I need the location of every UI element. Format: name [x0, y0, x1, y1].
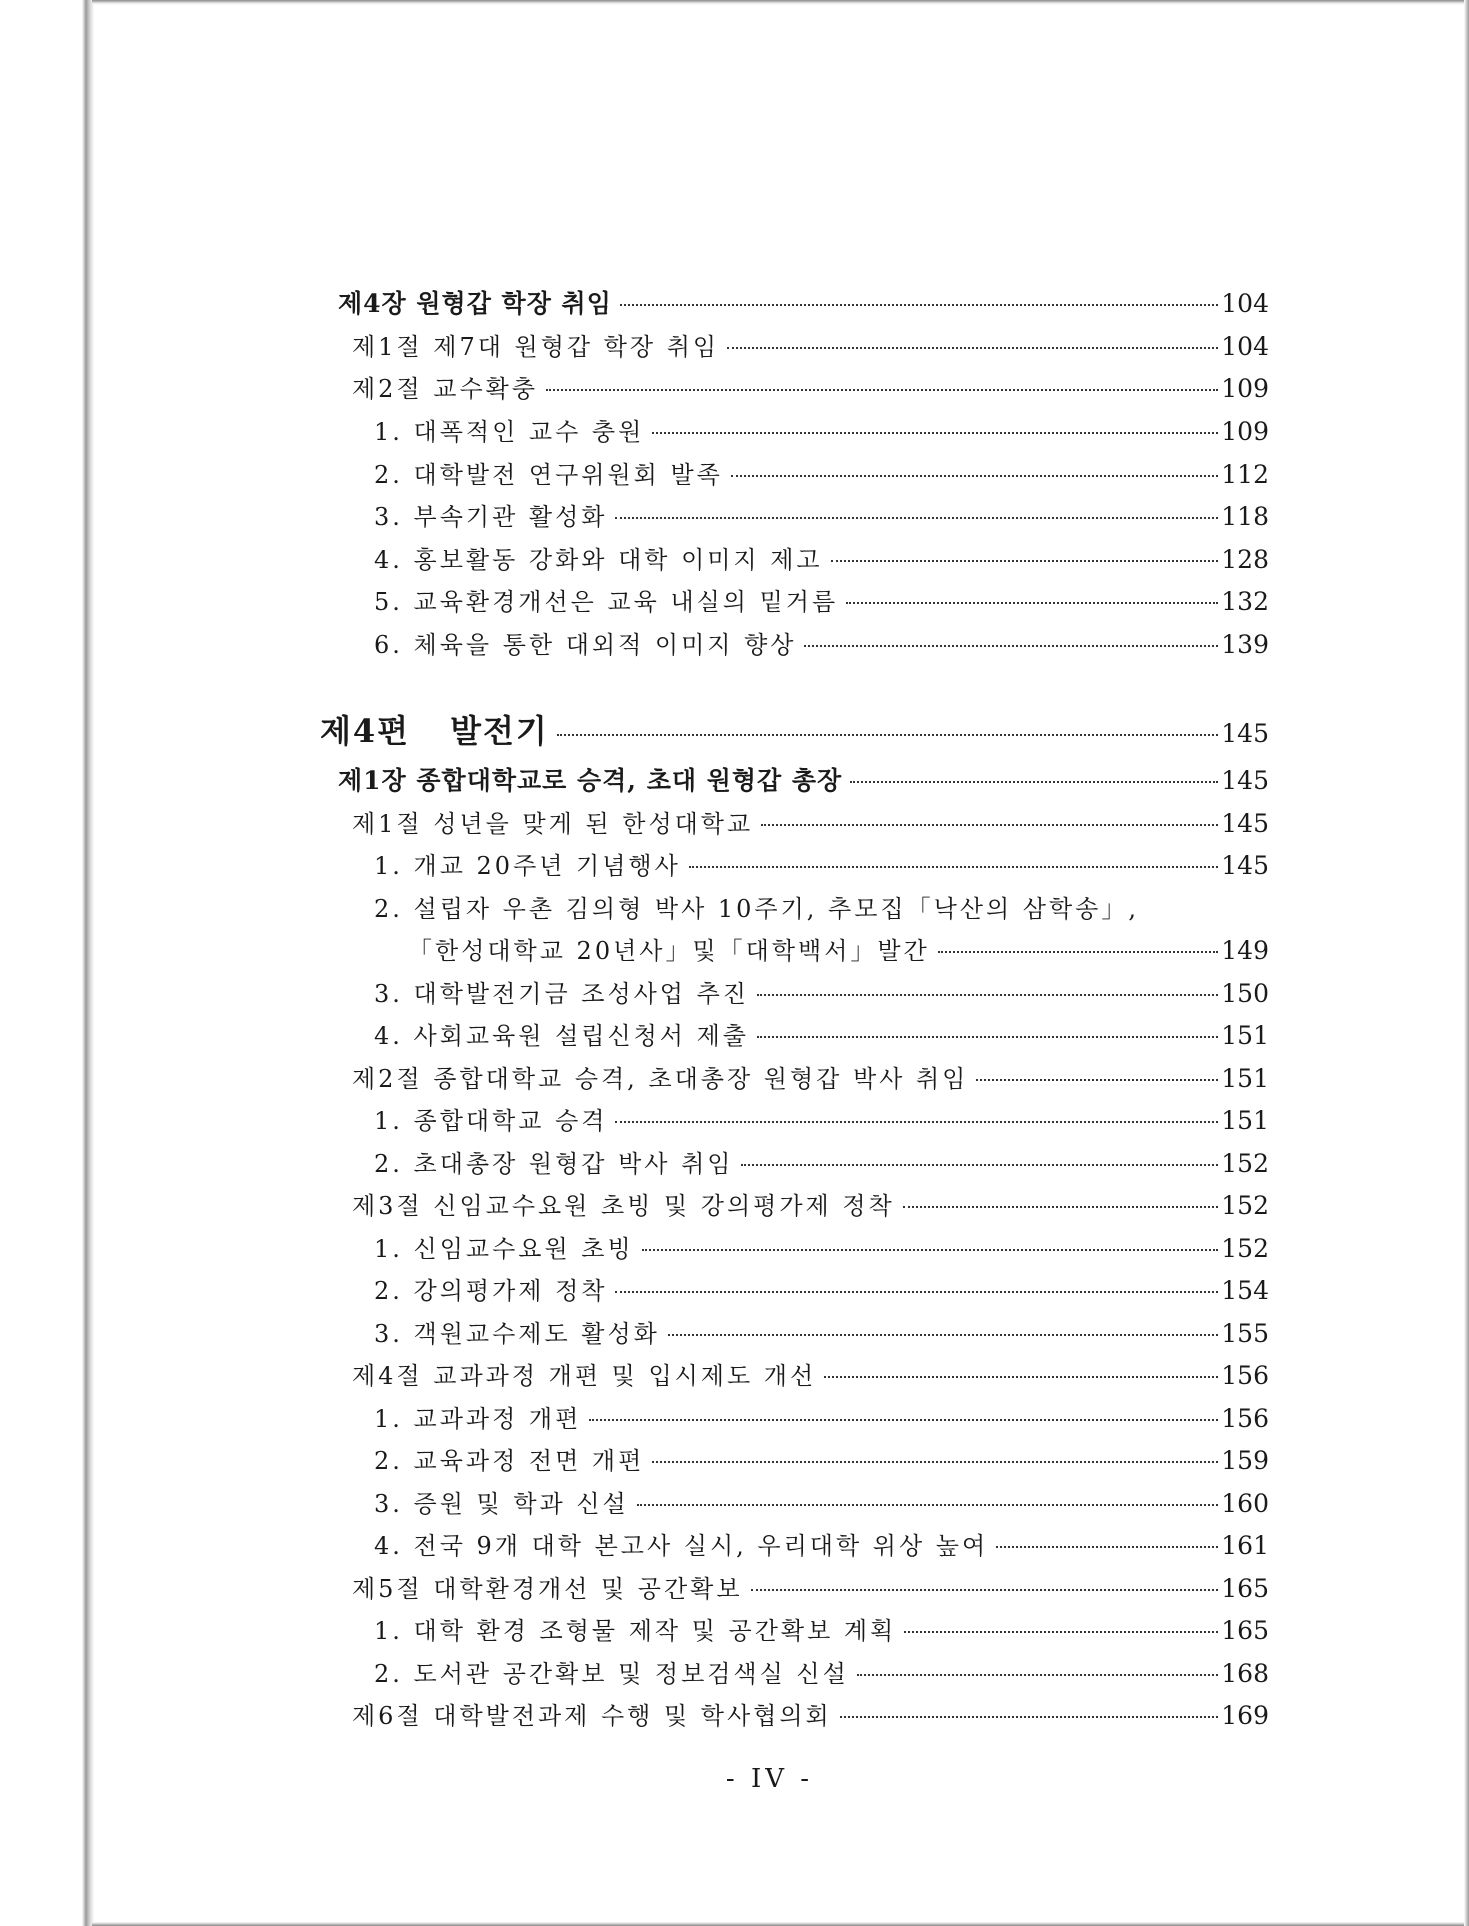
leader-dots: [757, 994, 1218, 996]
toc-entry-item: [374, 1484, 1269, 1519]
toc-page-number: 128: [1221, 545, 1269, 574]
toc-entry-section: [352, 1696, 1269, 1731]
toc-entry-item: [374, 846, 1269, 881]
toc-page-number: 149: [1221, 936, 1269, 965]
toc-entry-chapter: [338, 761, 1269, 797]
toc-page-number: 169: [1221, 1701, 1269, 1730]
toc-page-number: 168: [1221, 1659, 1269, 1688]
leader-dots: [840, 1716, 1219, 1718]
toc-entry-item: [374, 412, 1269, 447]
toc-title: 1. 종합대학교 승격: [374, 1107, 608, 1135]
toc-title: 제2절 종합대학교 승격, 초대총장 원형갑 박사 취임: [352, 1065, 969, 1093]
leader-dots: [938, 951, 1219, 953]
leader-dots: [850, 781, 1218, 783]
leader-dots: [903, 1206, 1219, 1208]
toc-title: 제3절 신임교수요원 초빙 및 강의평가제 정착: [352, 1192, 895, 1220]
leader-dots: [615, 1291, 1218, 1293]
toc-page-number: 139: [1221, 630, 1269, 659]
toc-title: 3. 부속기관 활성화: [374, 503, 608, 531]
toc-title: 3. 증원 및 학과 신설: [374, 1490, 629, 1518]
leader-dots: [546, 389, 1218, 391]
toc-entry-item: [374, 1441, 1269, 1476]
toc-entry-item: [374, 497, 1269, 532]
leader-dots: [615, 1121, 1218, 1123]
toc-entry-chapter: [338, 284, 1269, 320]
leader-dots: [857, 1674, 1218, 1676]
leader-dots: [652, 1461, 1218, 1463]
toc-entry-item: [374, 1611, 1269, 1646]
toc-title: 1. 개교 20주년 기념행사: [374, 852, 681, 880]
toc-title: 2. 강의평가제 정착: [374, 1277, 608, 1305]
toc-entry-item: [374, 1271, 1269, 1306]
toc-entry-item: [374, 1654, 1269, 1689]
toc-page-number: 118: [1221, 502, 1269, 531]
toc-title: 제5절 대학환경개선 및 공간확보: [352, 1575, 743, 1603]
toc-entry-item: [374, 1314, 1269, 1349]
toc-page-number: 155: [1221, 1319, 1269, 1348]
leader-dots: [642, 1249, 1219, 1251]
toc-title: 4. 홍보활동 강화와 대학 이미지 제고: [374, 546, 823, 574]
leader-dots: [996, 1546, 1218, 1548]
toc-title: 2. 대학발전 연구위원회 발족: [374, 461, 723, 489]
toc-entry-section: [352, 1186, 1269, 1221]
toc-entry-section: [352, 804, 1269, 839]
toc-title: 제1절 제7대 원형갑 학장 취임: [352, 333, 720, 361]
toc-page-number: 104: [1221, 332, 1269, 361]
page-folio: - IV -: [725, 1764, 814, 1794]
toc-page-number: 151: [1221, 1064, 1269, 1093]
leader-dots: [741, 1164, 1218, 1166]
toc-page-number: 104: [1221, 289, 1269, 318]
toc-page-number: 145: [1221, 809, 1269, 838]
toc-title: [320, 706, 549, 752]
toc-title: 6. 체육을 통한 대외적 이미지 향상: [374, 631, 797, 659]
toc-page-number: 132: [1221, 587, 1269, 616]
leader-dots: [557, 734, 1218, 736]
toc-title: 3. 객원교수제도 활성화: [374, 1320, 660, 1348]
toc-title: 제4절 교과과정 개편 및 입시제도 개선: [352, 1362, 817, 1390]
toc-title: 「한성대학교 20년사」및「대학백서」발간: [408, 937, 930, 965]
leader-dots: [637, 1504, 1219, 1506]
leader-dots: [804, 645, 1218, 647]
toc-entry-section: [352, 1059, 1269, 1094]
toc-entry-item: [374, 1229, 1269, 1264]
toc-entry-item-line2: [408, 931, 1269, 966]
part-name: 발전기: [450, 712, 549, 750]
toc-page-number: 165: [1221, 1574, 1269, 1603]
leader-dots: [831, 560, 1219, 562]
leader-dots: [904, 1631, 1218, 1633]
toc-entry-section: [352, 369, 1269, 404]
toc-title: 4. 전국 9개 대학 본고사 실시, 우리대학 위상 높여: [374, 1532, 989, 1560]
toc-page-number: 150: [1221, 979, 1269, 1008]
toc-entry-section: [352, 1356, 1269, 1391]
leader-dots: [689, 866, 1218, 868]
toc-entry-item: [374, 582, 1269, 617]
leader-dots: [589, 1419, 1218, 1421]
toc-title: 3. 대학발전기금 조성사업 추진: [374, 980, 749, 1008]
toc-title: 제2절 교수확충: [352, 375, 539, 403]
toc-title: 제1절 성년을 맞게 된 한성대학교: [352, 810, 754, 838]
toc-page-number: 112: [1221, 460, 1269, 489]
toc-title: 제6절 대학발전과제 수행 및 학사협의회: [352, 1702, 832, 1730]
toc-entry-item: [374, 1144, 1269, 1179]
toc-title: 2. 도서관 공간확보 및 정보검색실 신설: [374, 1660, 849, 1688]
toc-title: 2. 초대총장 원형갑 박사 취임: [374, 1150, 734, 1178]
leader-dots: [824, 1376, 1218, 1378]
part-number: 제4편: [320, 712, 411, 750]
toc-page-number: 145: [1221, 766, 1269, 795]
toc-page-number: 109: [1221, 374, 1269, 403]
toc-title: 1. 대학 환경 조형물 제작 및 공간확보 계획: [374, 1617, 897, 1645]
toc-page-number: 152: [1221, 1149, 1269, 1178]
toc-title: 제1장 종합대학교로 승격, 초대 원형갑 총장: [338, 766, 843, 795]
toc-title: 1. 신임교수요원 초빙: [374, 1235, 634, 1263]
leader-dots: [731, 475, 1218, 477]
toc-title: 2. 교육과정 전면 개편: [374, 1447, 645, 1475]
toc-title: 1. 교과과정 개편: [374, 1405, 582, 1433]
toc-entry-item: [374, 1101, 1269, 1136]
toc-page-number: 145: [1221, 719, 1269, 748]
toc-entry-item: [374, 1526, 1269, 1561]
toc-page-number: 160: [1221, 1489, 1269, 1518]
toc-entry-item: [374, 540, 1269, 575]
toc-entry-item: [374, 1016, 1269, 1051]
toc-page-number: 151: [1221, 1106, 1269, 1135]
toc-page-number: 156: [1221, 1361, 1269, 1390]
toc-entry-section: [352, 1569, 1269, 1604]
leader-dots: [976, 1079, 1218, 1081]
toc-page-number: 152: [1221, 1191, 1269, 1220]
toc-entry-item-line1: 2. 설립자 우촌 김의형 박사 10주기, 추모집「낙산의 삼학송」,: [374, 895, 1139, 923]
toc-page-number: 154: [1221, 1276, 1269, 1305]
toc-entry-section: [352, 327, 1269, 362]
leader-dots: [761, 824, 1218, 826]
toc-entry-item: [374, 974, 1269, 1009]
leader-dots: [757, 1036, 1218, 1038]
toc-page-number: 151: [1221, 1021, 1269, 1050]
toc-title: 5. 교육환경개선은 교육 내실의 밑거름: [374, 588, 839, 616]
toc-title: 제4장 원형갑 학장 취임: [338, 289, 612, 318]
toc-entry-item: [374, 625, 1269, 660]
toc-entry-part: [320, 706, 1269, 752]
toc-title: 4. 사회교육원 설립신청서 제출: [374, 1022, 749, 1050]
toc-page-number: 156: [1221, 1404, 1269, 1433]
toc-entry-item: [374, 455, 1269, 490]
leader-dots: [668, 1334, 1218, 1336]
toc-page-number: 159: [1221, 1446, 1269, 1475]
toc-title: 1. 대폭적인 교수 충원: [374, 418, 645, 446]
leader-dots: [620, 304, 1218, 306]
leader-dots: [751, 1589, 1219, 1591]
leader-dots: [846, 602, 1218, 604]
toc-page-number: 145: [1221, 851, 1269, 880]
toc-page-number: 152: [1221, 1234, 1269, 1263]
leader-dots: [615, 517, 1218, 519]
toc-entry-item: [374, 1399, 1269, 1434]
leader-dots: [652, 432, 1218, 434]
toc-page-number: 161: [1221, 1531, 1269, 1560]
toc-page-number: 109: [1221, 417, 1269, 446]
leader-dots: [727, 347, 1218, 349]
toc-page-number: 165: [1221, 1616, 1269, 1645]
